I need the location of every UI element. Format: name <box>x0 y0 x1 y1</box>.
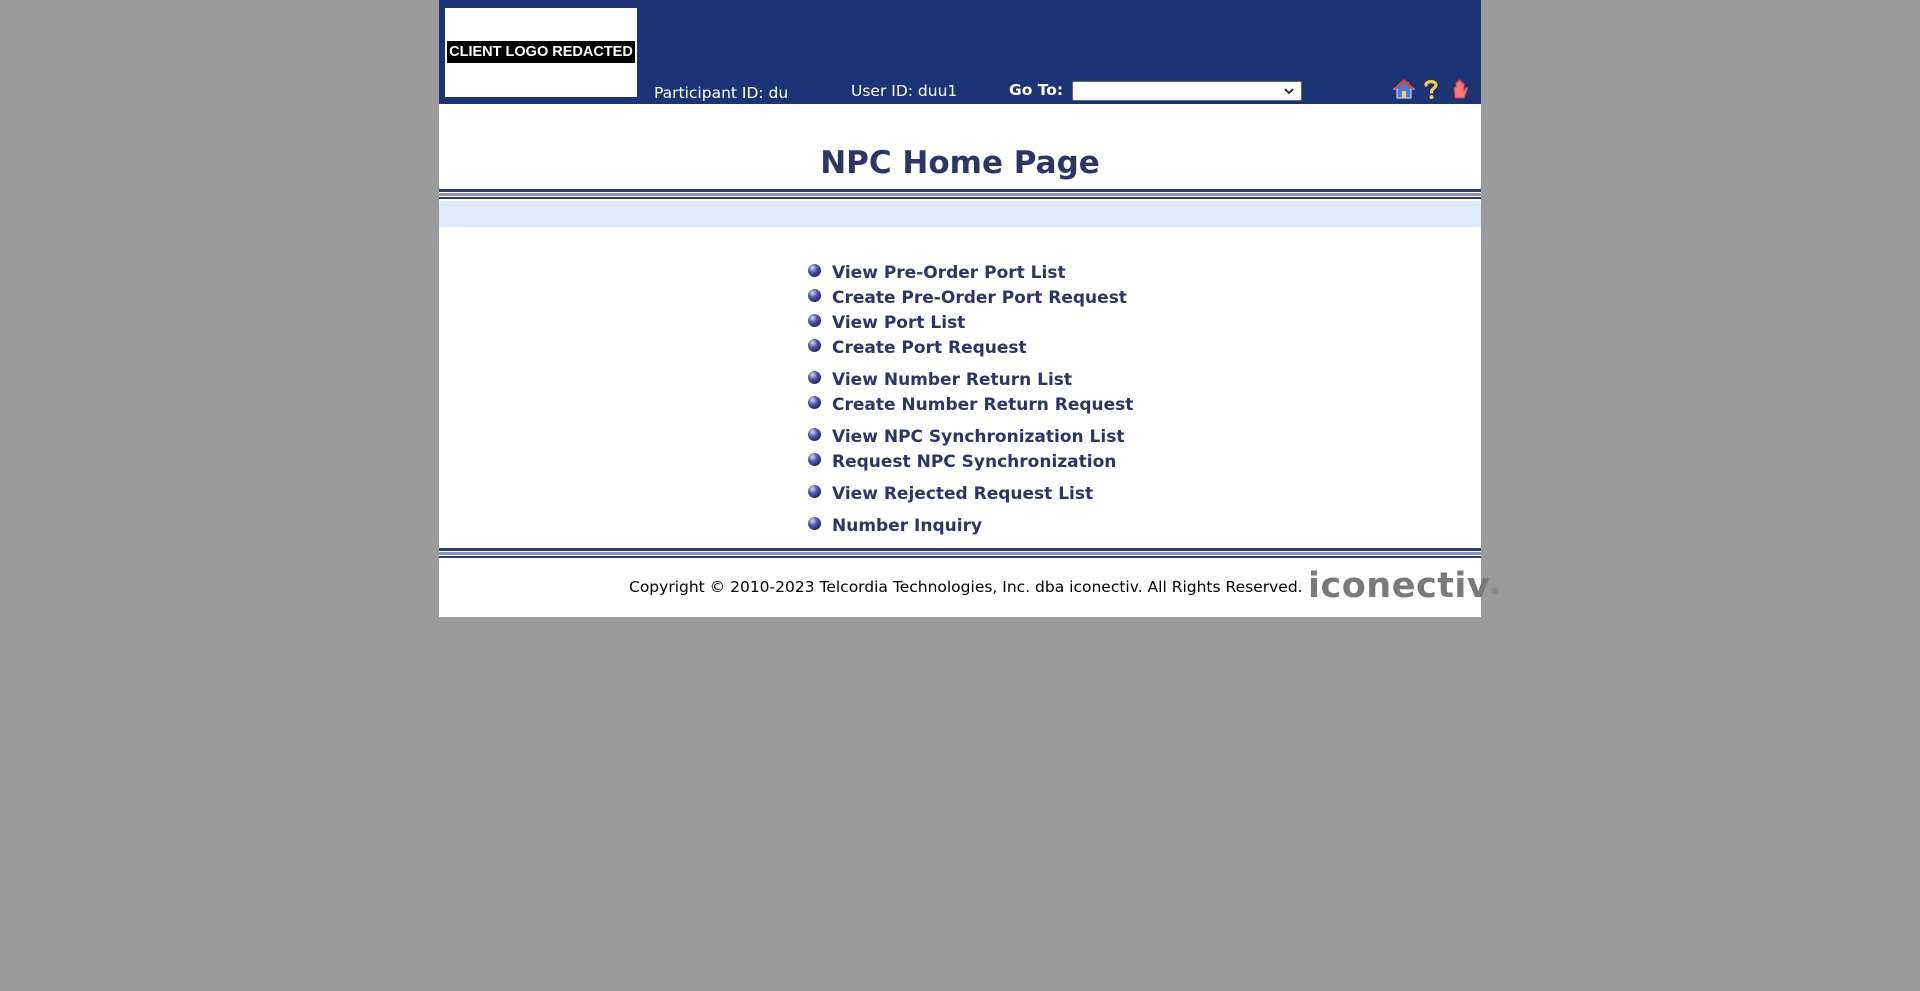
menu-item-label: View Number Return List <box>832 370 1073 390</box>
client-logo-text: CLIENT LOGO REDACTED <box>447 41 635 63</box>
page-container <box>439 0 1500 617</box>
bullet-icon <box>807 313 822 328</box>
bullet-icon <box>807 427 822 442</box>
goto-label: Go To: <box>1009 81 1064 99</box>
menu-item-label: Create Number Return Request <box>832 395 1134 415</box>
divider-bottom <box>439 548 1481 560</box>
menu-item-label: View Port List <box>832 313 966 333</box>
user-id: User ID: duu1 <box>851 82 958 100</box>
bullet-icon <box>807 288 822 303</box>
menu-item-label: Create Pre-Order Port Request <box>832 288 1127 308</box>
page-title: NPC Home Page <box>820 145 1100 181</box>
bullet-icon <box>807 370 822 385</box>
bullet-icon <box>807 338 822 353</box>
iconectiv-logo-text: iconectiv <box>1308 566 1491 606</box>
menu-item-label: Create Port Request <box>832 338 1027 358</box>
home-menu <box>439 0 1481 617</box>
participant-id: Participant ID: du <box>654 84 789 102</box>
copyright-text: Copyright © 2010-2023 Telcordia Technologies, Inc. dba iconectiv. All Rights Reserved. <box>629 578 1303 596</box>
menu-item-label: View Pre-Order Port List <box>832 263 1066 283</box>
bullet-icon <box>807 395 822 410</box>
registered-mark: ® <box>1490 587 1500 597</box>
bullet-icon <box>807 516 822 531</box>
menu-item-label: View Rejected Request List <box>832 484 1094 504</box>
bullet-icon <box>807 484 822 499</box>
menu-item-label: View NPC Synchronization List <box>832 427 1125 447</box>
menu-item-label: Request NPC Synchronization <box>832 452 1117 472</box>
menu-item-label: Number Inquiry <box>832 516 983 536</box>
bullet-icon <box>807 263 822 278</box>
iconectiv-logo <box>1308 566 1500 606</box>
bullet-icon <box>807 452 822 467</box>
